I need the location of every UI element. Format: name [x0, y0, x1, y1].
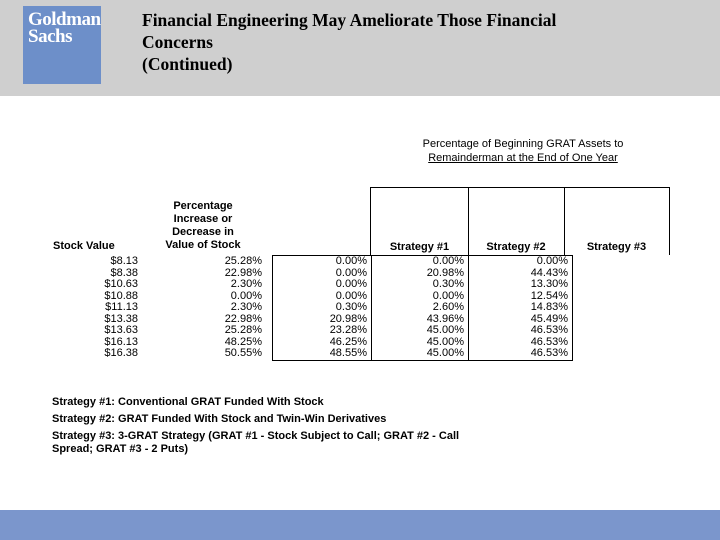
cell-strategy-2: 45.00%	[372, 348, 469, 360]
title-line-2: Concerns	[142, 32, 213, 52]
cell-pct-change: 2.30%	[230, 301, 262, 313]
header-pct-line-4: Value of Stock	[165, 239, 241, 251]
table-row	[48, 302, 573, 314]
cell-pct-change: 2.30%	[230, 278, 262, 290]
cell-strategy-2: 20.98%	[372, 268, 469, 280]
cell-pct-change: 25.28%	[224, 324, 262, 336]
cell-strategy-2: 0.00%	[372, 256, 469, 268]
table-group-title-line-2: Remainderman at the End of One Year	[428, 152, 618, 164]
cell-strategy-1: 23.28%	[273, 325, 372, 337]
cell-stock-value: $13.38	[104, 312, 138, 325]
cell-strategy-3: 44.43%	[469, 268, 573, 280]
cell-strategy-1: 0.00%	[273, 291, 372, 303]
cell-stock-value: $8.13	[110, 254, 138, 267]
header-pct-line-3: Decrease in	[172, 226, 234, 238]
slide-title	[142, 9, 682, 75]
cell-strategy-2: 45.00%	[372, 325, 469, 337]
cell-strategy-1: 20.98%	[273, 314, 372, 326]
note-strategy-1: Strategy #1: Conventional GRAT Funded With Stock	[52, 396, 324, 408]
strategy-header-grid	[370, 187, 670, 255]
cell-strategy-1: 0.30%	[273, 302, 372, 314]
cell-strategy-2: 0.00%	[372, 291, 469, 303]
note-strategy-2: Strategy #2: GRAT Funded With Stock and Twin-Win Derivatives	[52, 413, 387, 425]
table-row	[48, 325, 573, 337]
cell-strategy-1: 46.25%	[273, 337, 372, 349]
cell-strategy-2: 2.60%	[372, 302, 469, 314]
cell-strategy-2: 43.96%	[372, 314, 469, 326]
cell-stock-value: $8.38	[110, 266, 138, 279]
goldman-sachs-logo	[23, 6, 101, 84]
header-strategy-2: Strategy #2	[486, 241, 546, 253]
cell-strategy-1: 0.00%	[273, 279, 372, 291]
header-strategy-3: Strategy #3	[586, 241, 647, 253]
footer-bar	[0, 510, 720, 540]
cell-strategy-3: 45.49%	[469, 314, 573, 326]
cell-strategy-3: 0.00%	[469, 256, 573, 268]
cell-pct-change: 48.25%	[224, 335, 262, 348]
cell-stock-value: $16.13	[104, 335, 138, 348]
cell-stock-value: $16.38	[104, 347, 138, 360]
cell-stock-value: $13.63	[104, 324, 138, 336]
cell-strategy-3: 12.54%	[469, 291, 573, 303]
title-line-3: (Continued)	[142, 54, 233, 74]
header-percentage-change	[148, 200, 258, 252]
cell-strategy-3: 46.53%	[469, 337, 573, 349]
cell-pct-change: 0.00%	[230, 289, 262, 302]
table-group-title-line-1: Percentage of Beginning GRAT Assets to	[422, 138, 624, 150]
table-row	[48, 348, 573, 360]
cell-strategy-1: 0.00%	[273, 256, 372, 268]
left-column-headers	[48, 200, 263, 254]
logo-line-2: Sachs	[28, 26, 72, 47]
cell-pct-change: 22.98%	[224, 312, 262, 325]
title-line-1: Financial Engineering May Ameliorate Those Financial	[142, 10, 557, 30]
note-strategy-3-line-1: Strategy #3: 3-GRAT Strategy (GRAT #1 - Stock Subject to Call; GRAT #2 - Call	[52, 430, 460, 442]
cell-strategy-3: 14.83%	[469, 302, 573, 314]
strategy-notes	[52, 396, 652, 460]
cell-strategy-2: 0.30%	[372, 279, 469, 291]
table-group-title	[373, 137, 673, 165]
cell-strategy-3: 46.53%	[469, 325, 573, 337]
header-pct-line-2: Increase or	[173, 213, 233, 225]
note-strategy-3-line-2: Spread; GRAT #3 - 2 Puts)	[52, 443, 189, 455]
header-stock-value: Stock Value	[53, 240, 115, 252]
cell-strategy-3: 13.30%	[469, 279, 573, 291]
cell-stock-value: $11.13	[105, 301, 138, 313]
cell-pct-change: 22.98%	[224, 266, 262, 279]
cell-strategy-1: 48.55%	[273, 348, 372, 360]
logo-line-1: Goldman	[28, 9, 101, 30]
cell-stock-value: $10.63	[104, 278, 138, 290]
table-row	[48, 256, 573, 268]
cell-stock-value: $10.88	[104, 289, 138, 302]
header-bar	[0, 0, 720, 96]
header-strategy-1: Strategy #1	[389, 241, 450, 253]
data-table	[48, 255, 573, 361]
table-row	[48, 279, 573, 291]
note-strategy-3	[52, 430, 652, 456]
cell-pct-change: 25.28%	[224, 254, 262, 267]
cell-strategy-1: 0.00%	[273, 268, 372, 280]
cell-strategy-3: 46.53%	[469, 348, 573, 360]
cell-strategy-2: 45.00%	[372, 337, 469, 349]
cell-pct-change: 50.55%	[224, 347, 262, 360]
header-pct-line-1: Percentage	[173, 200, 233, 212]
